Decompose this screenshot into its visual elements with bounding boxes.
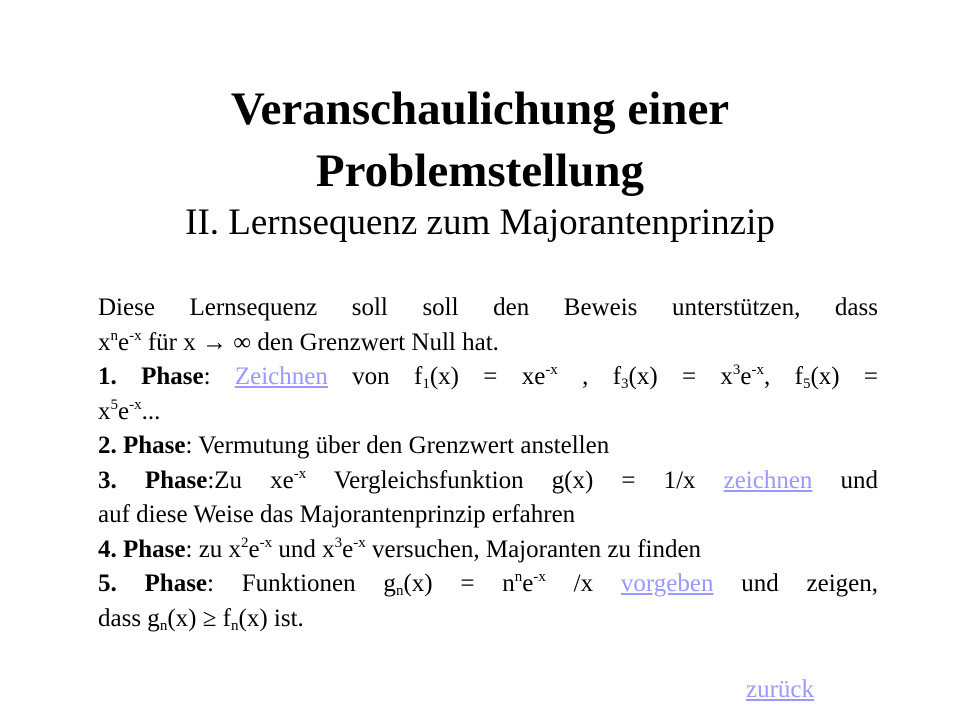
math-text: versuchen, Majoranten zu finden [365,535,702,563]
math-text: x [98,328,111,356]
phase5-label: 5. Phase [98,570,208,597]
superscript: 5 [110,396,118,413]
content-body [98,291,878,636]
phase4-line [98,533,878,568]
subscript: n [395,583,404,599]
title-line-1: Veranschaulichung einer [230,83,730,135]
phase4-label: 4. Phase [98,535,186,563]
subscript: 3 [621,376,629,392]
back-link[interactable]: zurück [745,676,814,703]
phase5-line-2 [98,602,878,637]
intro-text: Diese Lernsequenz soll soll den Beweis unterstützen, dass [98,294,878,321]
phase3-text: auf diese Weise das Majorantenprinzip erfahren [98,501,576,528]
math-text: (x) ≥ f [167,604,232,632]
subscript: n [159,617,168,634]
math-text: : zu x [185,535,242,563]
phase5-line-1 [98,567,878,602]
superscript: -x [751,362,765,378]
math-text: (x) = [810,363,879,390]
superscript: -x [533,569,546,585]
title-line-2: Problemstellung [315,145,645,197]
subscript: 1 [422,376,430,392]
math-text: e [118,328,130,356]
math-text: , f [557,363,622,390]
superscript: 2 [241,534,249,551]
math-text: und zeigen, [713,570,878,597]
phase3-label: 3. Phase [98,466,208,494]
math-text: (x) = n [403,570,515,597]
math-text: (x) ist. [238,604,304,632]
math-text: e [740,363,752,390]
phase1-label: 1. Phase [98,363,204,390]
math-text: /x [545,570,621,597]
page-title [0,78,960,202]
subscript: n [231,617,239,634]
math-text: Vergleichsfunktion g(x) = 1/x [306,466,724,494]
phase3-line-2 [98,498,878,533]
superscript: -x [545,362,558,378]
math-text: e [118,397,130,425]
superscript: -x [129,327,142,344]
superscript: -x [353,534,366,551]
vorgeben-link[interactable]: vorgeben [620,570,714,597]
phase-colon: : [203,363,235,390]
phase1-line-1 [98,360,878,395]
math-text: und x [272,535,335,563]
phase2-label: 2. Phase [98,432,186,459]
math-text: von f [327,363,423,390]
superscript: 3 [732,362,741,378]
math-text: dass g [98,604,160,632]
superscript: 3 [334,534,343,551]
phase2-text: : Vermutung über den Grenzwert anstellen [185,432,610,459]
math-text: :Zu xe [207,466,294,494]
intro-rest-text: für x → ∞ den Grenzwert Null hat. [141,328,499,356]
math-text: e [248,535,260,563]
math-text: und [812,466,879,494]
math-text: e [342,535,354,563]
superscript: n [514,569,523,585]
superscript: -x [293,465,307,482]
zeichnen-link-2[interactable]: zeichnen [723,466,813,494]
math-text: ... [141,397,161,425]
math-text: e [522,570,534,597]
phase1-line-2 [98,395,878,430]
math-text: x [98,397,111,425]
math-text: (x) = xe [429,363,546,390]
superscript: -x [259,534,273,551]
phase3-line-1 [98,464,878,499]
subscript: 5 [802,376,811,392]
superscript: -x [129,396,142,413]
intro-line-2 [98,326,878,361]
page-subtitle: II. Lernsequenz zum Majorantenprinzip [185,202,775,243]
zeichnen-link-1[interactable]: Zeichnen [234,363,328,390]
math-text: (x) = x [628,363,733,390]
math-text: , f [764,363,803,390]
intro-line-1 [98,291,878,326]
phase2-line [98,429,878,464]
math-text: : Funktionen g [207,570,396,597]
superscript: n [110,327,118,344]
